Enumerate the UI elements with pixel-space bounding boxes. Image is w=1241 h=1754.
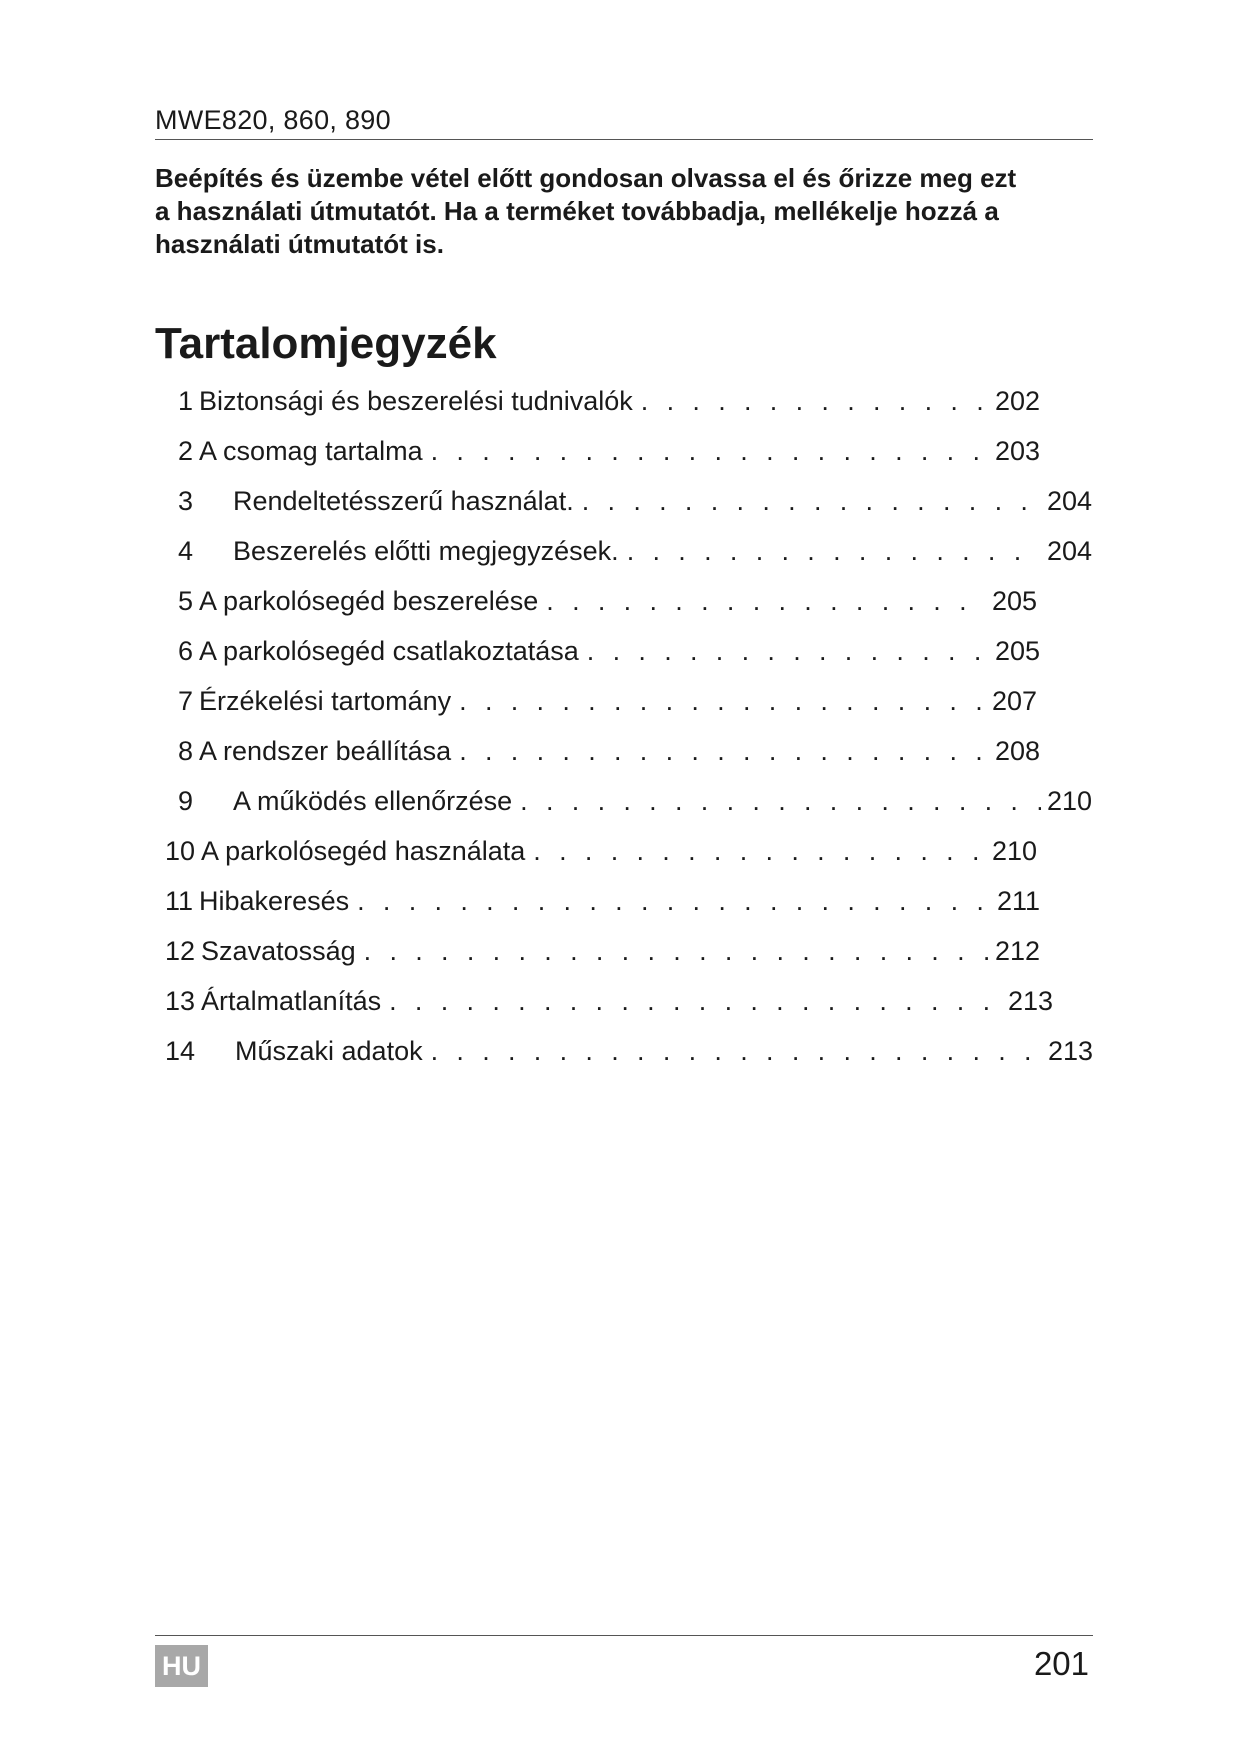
toc-entry-1[interactable]	[178, 383, 1040, 419]
toc-entry-7[interactable]	[178, 683, 1037, 719]
toc-entry-page: 207	[991, 686, 1037, 716]
intro-line: használati útmutatót is.	[155, 229, 444, 259]
toc-entry-3[interactable]	[178, 483, 1092, 519]
toc-entry-number: 12	[165, 936, 196, 966]
intro-line: Beépítés és üzembe vétel előtt gondosan olvassa el és őrizze meg ezt	[155, 163, 1017, 193]
header-divider	[155, 139, 1093, 140]
toc-entry-number: 2	[178, 436, 194, 466]
toc-entry-page: 202	[994, 386, 1040, 416]
toc-entry-label: Műszaki adatok	[235, 1036, 423, 1066]
toc-entry-label: Érzékelési tartomány	[199, 686, 452, 716]
dot-leader	[587, 633, 989, 669]
toc-entry-page: 208	[994, 736, 1040, 766]
toc-entry-number: 14	[165, 1036, 196, 1066]
language-badge: HU	[155, 1645, 208, 1687]
toc-entry-label: Hibakeresés	[199, 886, 350, 916]
toc-entry-14[interactable]	[165, 1033, 1093, 1069]
toc-entry-label: Rendeltetésszerű használat.	[233, 486, 574, 516]
toc-entry-number: 11	[165, 886, 194, 916]
page-number: 201	[1033, 1645, 1089, 1682]
toc-entry-label: A parkolósegéd csatlakoztatása	[199, 636, 579, 666]
toc-entry-8[interactable]	[178, 733, 1040, 769]
toc-entry-11[interactable]	[165, 883, 1040, 919]
toc-entry-label: A rendszer beállítása	[199, 736, 452, 766]
dot-leader	[641, 383, 989, 419]
toc-entry-4[interactable]	[178, 533, 1092, 569]
toc-entry-13[interactable]	[165, 983, 1053, 1019]
dot-leader	[582, 483, 1041, 519]
toc-entry-page: 210	[1046, 786, 1092, 816]
toc-entry-number: 10	[165, 836, 196, 866]
toc-entry-12[interactable]	[165, 933, 1040, 969]
dot-leader	[357, 883, 991, 919]
toc-entry-page: 212	[994, 936, 1040, 966]
toc-entry-10[interactable]	[165, 833, 1037, 869]
dot-leader	[431, 1033, 1042, 1069]
toc-entry-number: 5	[178, 586, 194, 616]
toc-entry-page: 210	[991, 836, 1037, 866]
intro-notice	[155, 162, 1095, 261]
toc-entry-number: 1	[178, 386, 194, 416]
toc-entry-6[interactable]	[178, 633, 1040, 669]
document-model-header: MWE820, 860, 890	[155, 105, 391, 135]
toc-entry-number: 9	[178, 786, 194, 816]
dot-leader	[520, 783, 1041, 819]
toc-entry-page: 204	[1046, 536, 1092, 566]
toc-entry-page: 211	[996, 886, 1040, 916]
dot-leader	[389, 983, 1002, 1019]
toc-entry-page: 213	[1047, 1036, 1093, 1066]
toc-entry-9[interactable]	[178, 783, 1092, 819]
dot-leader	[627, 533, 1041, 569]
toc-entry-2[interactable]	[178, 433, 1040, 469]
toc-entry-page: 213	[1007, 986, 1053, 1016]
toc-entry-label: Beszerelés előtti megjegyzések.	[233, 536, 619, 566]
toc-entry-label: A csomag tartalma	[199, 436, 423, 466]
toc-entry-page: 203	[994, 436, 1040, 466]
toc-title: Tartalomjegyzék	[155, 319, 497, 368]
dot-leader	[364, 933, 989, 969]
toc-entry-label: A parkolósegéd beszerelése	[199, 586, 539, 616]
toc-entry-5[interactable]	[178, 583, 1037, 619]
toc-entry-number: 7	[178, 686, 194, 716]
toc-entry-number: 4	[178, 536, 194, 566]
toc-entry-page: 204	[1046, 486, 1092, 516]
dot-leader	[431, 433, 989, 469]
dot-leader	[459, 733, 989, 769]
intro-line: a használati útmutatót. Ha a terméket továbbadja, mellékelje hozzá a	[155, 196, 999, 226]
toc-entry-label: Biztonsági és beszerelési tudnivalók	[199, 386, 633, 416]
toc-entry-number: 6	[178, 636, 194, 666]
dot-leader	[546, 583, 986, 619]
toc-entry-number: 13	[165, 986, 196, 1016]
toc-entry-label: Szavatosság	[201, 936, 356, 966]
toc-entry-number: 8	[178, 736, 194, 766]
toc-entry-label: A parkolósegéd használata	[201, 836, 526, 866]
toc-entry-page: 205	[991, 586, 1037, 616]
toc-entry-label: Ártalmatlanítás	[201, 986, 382, 1016]
dot-leader	[533, 833, 986, 869]
dot-leader	[459, 683, 986, 719]
toc-entry-page: 205	[994, 636, 1040, 666]
footer-divider	[155, 1635, 1093, 1636]
toc-entry-number: 3	[178, 486, 194, 516]
toc-entry-label: A működés ellenőrzése	[233, 786, 513, 816]
